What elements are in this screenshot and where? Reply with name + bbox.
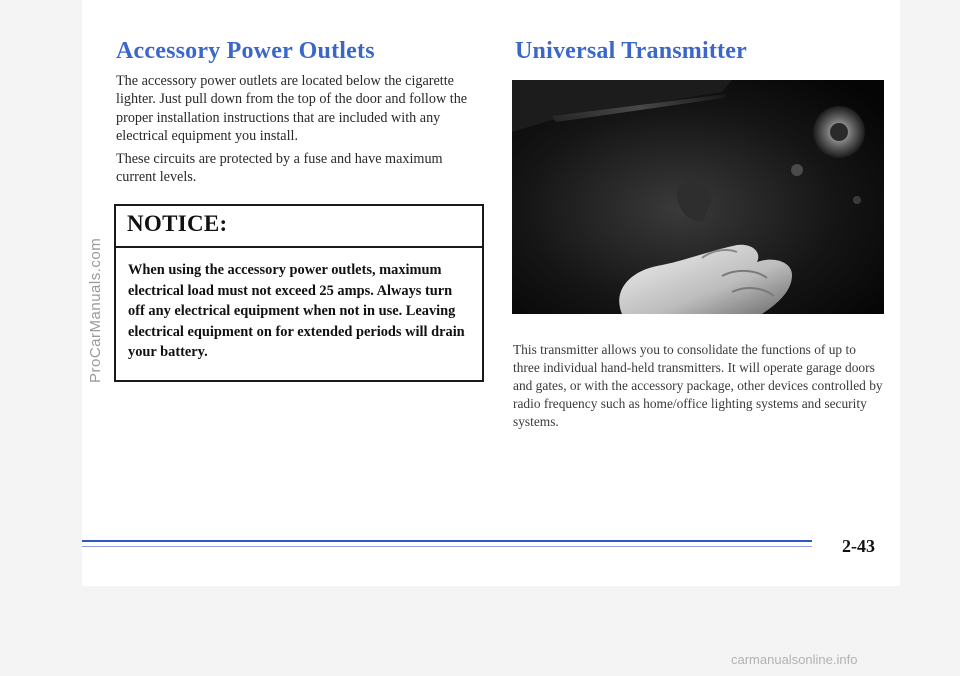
outlets-paragraph-1: The accessory power outlets are located below the cigarette lighter. Just pull down from the top of the door and follow the proper installation instructions that are included with any electrical equipment you install. — [116, 73, 468, 145]
page-number: 2-43 — [842, 536, 875, 556]
footer-rule — [82, 540, 812, 542]
notice-box — [114, 204, 484, 382]
transmitter-photo-image — [512, 80, 884, 314]
notice-header — [116, 206, 482, 248]
section-heading-universal-transmitter: Universal Transmitter — [515, 38, 747, 64]
outlets-paragraph-2: These circuits are protected by a fuse and have maximum current levels. — [116, 151, 443, 186]
side-watermark: ProCarManuals.com — [87, 237, 104, 383]
footer-watermark: carmanualsonline.info — [731, 652, 858, 667]
section-heading-accessory-power-outlets: Accessory Power Outlets — [116, 38, 375, 64]
transmitter-paragraph: This transmitter allows you to consolidate the functions of up to three individual hand-held transmitters. It will operate garage doors and gates, or with the accessory package, other devices controlled by radio frequency such as home/office lighting systems and security systems. — [513, 342, 883, 429]
notice-body: When using the accessory power outlets, maximum electrical load must not exceed 25 amps. Always turn off any electrical equipment when not in use. Leaving electrical equipment on for extended periods will drain your battery. — [128, 262, 465, 360]
transmitter-photo — [512, 80, 884, 314]
footer-rule-thin — [82, 546, 812, 547]
notice-title: NOTICE: — [127, 211, 228, 236]
